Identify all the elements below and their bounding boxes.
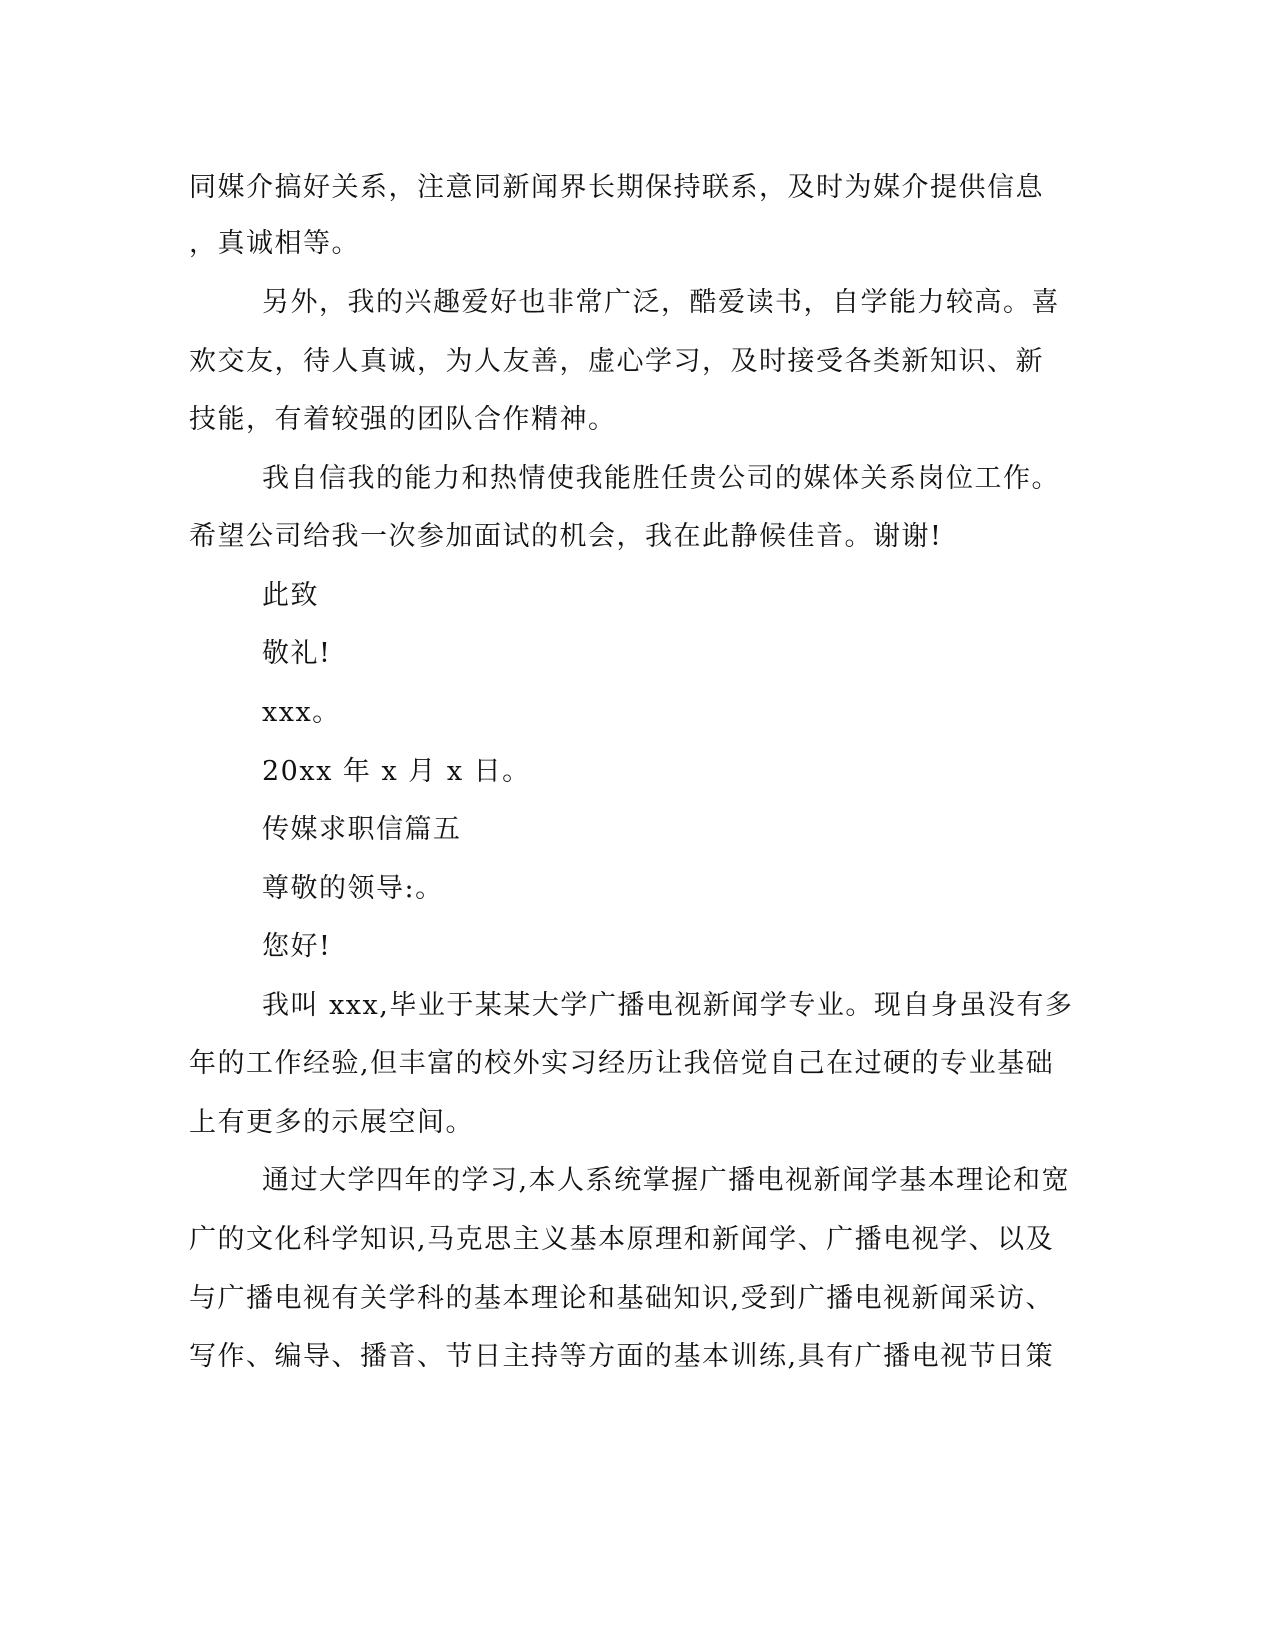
text-line: 广的文化科学知识,马克思主义基本原理和新闻学、广播电视学、以及 (189, 1224, 1055, 1255)
greeting-hello: 您好! (262, 931, 332, 962)
text-line: 欢交友，待人真诚，为人友善，虚心学习，及时接受各类新知识、新 (189, 346, 1044, 377)
text-line: 同媒介搞好关系，注意同新闻界长期保持联系，及时为媒介提供信息 (189, 172, 1044, 203)
text-line: 希望公司给我一次参加面试的机会，我在此静候佳音。谢谢! (189, 521, 943, 552)
closing-salutation: 此致 (262, 580, 319, 611)
text-line: 与广播电视有关学科的基本理论和基础知识,受到广播电视新闻采访、 (189, 1283, 1055, 1314)
text-line: 通过大学四年的学习,本人系统掌握广播电视新闻学基本理论和宽 (262, 1165, 1071, 1196)
closing-regards: 敬礼! (262, 638, 332, 669)
text-line: 上有更多的示展空间。 (189, 1107, 474, 1138)
text-line: 我叫 xxx,毕业于某某大学广播电视新闻学专业。现自身虽没有多 (262, 990, 1074, 1021)
text-line: 技能，有着较强的团队合作精神。 (189, 404, 617, 435)
text-line: 年的工作经验,但丰富的校外实习经历让我倍觉自己在过硬的专业基础 (189, 1048, 1055, 1079)
text-line: 写作、编导、播音、节日主持等方面的基本训练,具有广播电视节日策 (189, 1341, 1055, 1372)
section-heading: 传媒求职信篇五 (262, 814, 462, 845)
greeting: 尊敬的领导:。 (262, 873, 444, 904)
signature-name: xxx。 (262, 697, 341, 728)
text-line: ，真诚相等。 (189, 228, 360, 259)
signature-date: 20xx 年 x 月 x 日。 (262, 756, 531, 787)
text-line: 我自信我的能力和热情使我能胜任贵公司的媒体关系岗位工作。 (262, 463, 1060, 494)
text-line: 另外，我的兴趣爱好也非常广泛，酷爱读书，自学能力较高。喜 (262, 287, 1060, 318)
